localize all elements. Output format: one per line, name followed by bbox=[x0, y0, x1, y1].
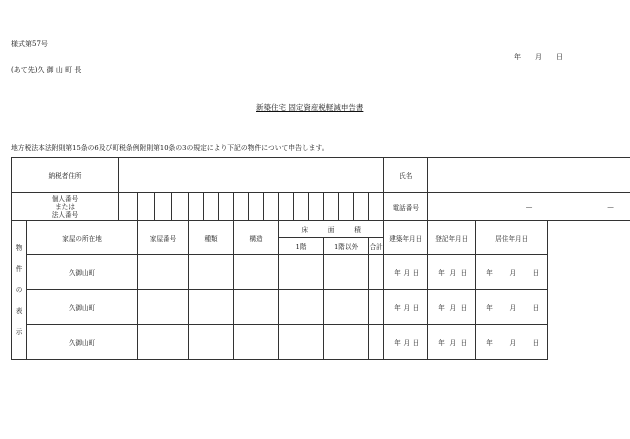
structure-cell[interactable] bbox=[234, 325, 279, 360]
property-row bbox=[12, 290, 630, 325]
location-cell[interactable]: 久御山町 bbox=[27, 290, 138, 325]
intro-text: 地方税法本法附則第15条の6及び町税条例附則第10条の3の規定により下記の物件について申告します。 bbox=[11, 144, 329, 152]
date-label: 年 月 日 bbox=[514, 53, 563, 61]
structure-cell[interactable] bbox=[234, 290, 279, 325]
house-no-cell[interactable] bbox=[138, 290, 189, 325]
floor-1f-cell[interactable] bbox=[279, 290, 324, 325]
built-date-header: 建築年月日 bbox=[384, 221, 428, 255]
residence-date-cell[interactable]: 年 月 日 bbox=[476, 325, 548, 360]
id-digit-box[interactable] bbox=[219, 193, 234, 221]
built-date-cell[interactable]: 年 月 日 bbox=[384, 290, 428, 325]
addressee: (あて先)久 御 山 町 長 bbox=[11, 66, 82, 74]
built-date-cell[interactable]: 年 月 日 bbox=[384, 325, 428, 360]
id-digit-box[interactable] bbox=[155, 193, 172, 221]
address-row bbox=[12, 158, 630, 193]
floor-total-cell[interactable] bbox=[369, 255, 384, 290]
id-digit-box[interactable] bbox=[204, 193, 219, 221]
floor-1f-header: 1階 bbox=[279, 238, 324, 255]
name-label: 氏名 bbox=[384, 158, 428, 193]
property-row bbox=[12, 325, 630, 360]
id-digit-box[interactable] bbox=[369, 193, 384, 221]
location-cell[interactable]: 久御山町 bbox=[27, 255, 138, 290]
floor-1f-cell[interactable] bbox=[279, 325, 324, 360]
kind-cell[interactable] bbox=[189, 325, 234, 360]
form-number: 様式第57号 bbox=[11, 40, 48, 48]
floor-other-cell[interactable] bbox=[324, 290, 369, 325]
name-field[interactable] bbox=[428, 158, 630, 193]
property-row bbox=[12, 255, 630, 290]
id-digit-box[interactable] bbox=[138, 193, 155, 221]
property-section-label: 物 件 の 表 示 bbox=[12, 221, 27, 360]
phone-field[interactable] bbox=[428, 193, 630, 221]
id-digit-box[interactable] bbox=[294, 193, 309, 221]
built-date-cell[interactable]: 年 月 日 bbox=[384, 255, 428, 290]
floor-other-header: 1階以外 bbox=[324, 238, 369, 255]
kind-cell[interactable] bbox=[189, 255, 234, 290]
phone-label: 電話番号 bbox=[384, 193, 428, 221]
id-digit-box[interactable] bbox=[309, 193, 324, 221]
residence-date-cell[interactable]: 年 月 日 bbox=[476, 290, 548, 325]
structure-cell[interactable] bbox=[234, 255, 279, 290]
id-digit-box[interactable] bbox=[279, 193, 294, 221]
registered-date-cell[interactable]: 年 月 日 bbox=[428, 290, 476, 325]
location-cell[interactable]: 久御山町 bbox=[27, 325, 138, 360]
declaration-form-table bbox=[11, 157, 630, 360]
registered-date-header: 登記年月日 bbox=[428, 221, 476, 255]
property-header-row bbox=[12, 221, 630, 238]
form-title: 新築住宅 固定資産税軽減申告書 bbox=[256, 103, 364, 112]
address-label: 納税者住所 bbox=[12, 158, 119, 193]
residence-date-header: 居住年月日 bbox=[476, 221, 548, 255]
id-digit-box[interactable] bbox=[234, 193, 249, 221]
id-digit-box[interactable] bbox=[354, 193, 369, 221]
kind-header: 種類 bbox=[189, 221, 234, 255]
floor-total-cell[interactable] bbox=[369, 290, 384, 325]
id-digit-box[interactable] bbox=[119, 193, 138, 221]
id-digit-box[interactable] bbox=[324, 193, 339, 221]
floor-area-header: 床 面 積 bbox=[279, 221, 384, 238]
floor-total-header: 合計 bbox=[369, 238, 384, 255]
id-row bbox=[12, 193, 630, 221]
house-no-header: 家屋番号 bbox=[138, 221, 189, 255]
floor-other-cell[interactable] bbox=[324, 255, 369, 290]
house-no-cell[interactable] bbox=[138, 255, 189, 290]
floor-1f-cell[interactable] bbox=[279, 255, 324, 290]
floor-other-cell[interactable] bbox=[324, 325, 369, 360]
id-digit-box[interactable] bbox=[172, 193, 189, 221]
id-digit-box[interactable] bbox=[339, 193, 354, 221]
registered-date-cell[interactable]: 年 月 日 bbox=[428, 325, 476, 360]
phone-dash: — bbox=[525, 202, 533, 211]
residence-date-cell[interactable]: 年 月 日 bbox=[476, 255, 548, 290]
floor-total-cell[interactable] bbox=[369, 325, 384, 360]
id-label: 個人番号 または 法人番号 bbox=[12, 193, 119, 221]
location-header: 家屋の所在地 bbox=[27, 221, 138, 255]
id-digit-box[interactable] bbox=[189, 193, 204, 221]
structure-header: 構造 bbox=[234, 221, 279, 255]
registered-date-cell[interactable]: 年 月 日 bbox=[428, 255, 476, 290]
id-digit-box[interactable] bbox=[264, 193, 279, 221]
kind-cell[interactable] bbox=[189, 290, 234, 325]
house-no-cell[interactable] bbox=[138, 325, 189, 360]
phone-dash: — bbox=[607, 202, 614, 211]
id-digit-box[interactable] bbox=[249, 193, 264, 221]
address-field[interactable] bbox=[119, 158, 384, 193]
